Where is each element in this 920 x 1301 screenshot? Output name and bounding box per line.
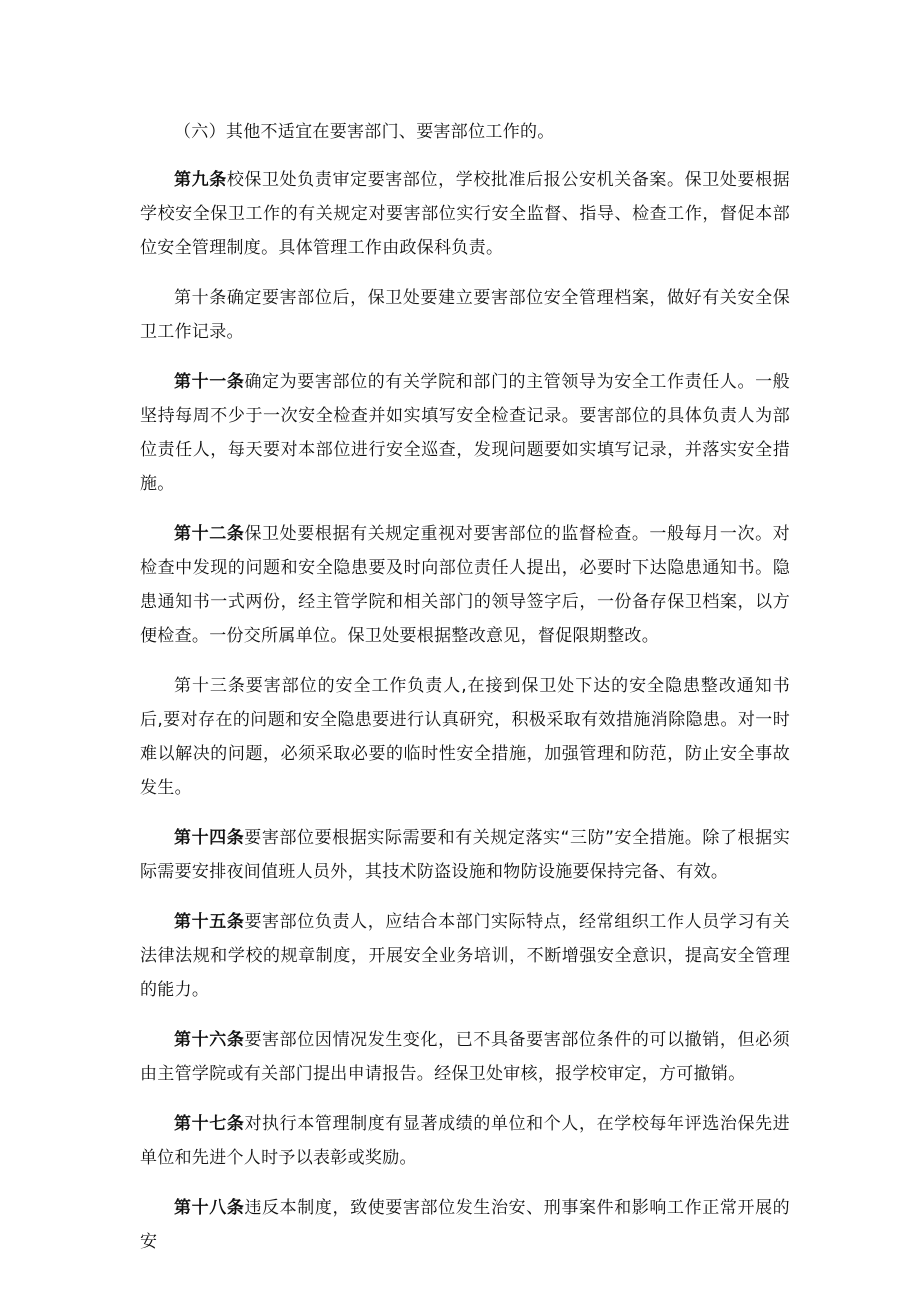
article-heading: 第九条: [174, 170, 227, 190]
article-15: [140, 905, 790, 1007]
article-heading: 第十五条: [174, 912, 245, 932]
article-heading: 第十一条: [174, 372, 245, 392]
article-heading: 第十四条: [174, 828, 245, 848]
article-16: [140, 1023, 790, 1091]
article-13: [140, 669, 790, 805]
article-11: [140, 365, 790, 501]
paragraph-text: 要害部位因情况发生变化，已不具备要害部位条件的可以撤销，但必须由主管学院或有关部门提出申请报告。经保卫处审核，报学校审定，方可撤销。: [140, 1030, 790, 1084]
paragraph-text: 第十三条要害部位的安全工作负责人,在接到保卫处下达的安全隐患整改通知书后,要对存在的问题和安全隐患要进行认真研究，积极采取有效措施消除隐患。对一时难以解决的问题，必须采取必要的临时性安全措施，加强管理和防范，防止安全事故发生。: [140, 676, 790, 798]
article-heading: 第十六条: [174, 1030, 245, 1050]
paragraph-text: 要害部位负责人，应结合本部门实际特点，经常组织工作人员学习有关法律法规和学校的规章制度，开展安全业务培训，不断增强安全意识，提高安全管理的能力。: [140, 912, 790, 1000]
paragraph-text: 确定为要害部位的有关学院和部门的主管领导为安全工作责任人。一般坚持每周不少于一次安全检查并如实填写安全检查记录。要害部位的具体负责人为部位责任人，每天要对本部位进行安全巡查，发现问题要如实填写记录，并落实安全措施。: [140, 372, 790, 494]
article-18: [140, 1191, 790, 1259]
paragraph-text: 校保卫处负责审定要害部位，学校批准后报公安机关备案。保卫处要根据学校安全保卫工作的有关规定对要害部位实行安全监督、指导、检查工作，督促本部位安全管理制度。具体管理工作由政保科负责。: [140, 170, 790, 258]
paragraph-text: 保卫处要根据有关规定重视对要害部位的监督检查。一般每月一次。对检查中发现的问题和安全隐患要及时向部位责任人提出，必要时下达隐患通知书。隐患通知书一式两份，经主管学院和相关部门的领导签字后，一份备存保卫档案，以方便检查。一份交所属单位。保卫处要根据整改意见，督促限期整改。: [140, 524, 790, 646]
article-9: [140, 163, 790, 265]
paragraph-text: 要害部位要根据实际需要和有关规定落实“三防”安全措施。除了根据实际需要安排夜间值班人员外，其技术防盗设施和物防设施要保持完备、有效。: [140, 828, 790, 882]
paragraph-text: 对执行本管理制度有显著成绩的单位和个人，在学校每年评选治保先进单位和先进个人时予以表彰或奖励。: [140, 1114, 790, 1168]
article-14: [140, 821, 790, 889]
document-page: [140, 115, 790, 1275]
paragraph-item-6: [140, 115, 790, 149]
paragraph-text: （六）其他不适宜在要害部门、要害部位工作的。: [174, 122, 555, 142]
paragraph-text: 第十条确定要害部位后，保卫处要建立要害部位安全管理档案，做好有关安全保卫工作记录。: [140, 288, 790, 342]
article-10: [140, 281, 790, 349]
article-12: [140, 517, 790, 653]
article-heading: 第十二条: [174, 524, 245, 544]
paragraph-text: 违反本制度，致使要害部位发生治安、刑事案件和影响工作正常开展的安: [140, 1198, 790, 1252]
article-17: [140, 1107, 790, 1175]
article-heading: 第十七条: [174, 1114, 245, 1134]
article-heading: 第十八条: [174, 1198, 245, 1218]
